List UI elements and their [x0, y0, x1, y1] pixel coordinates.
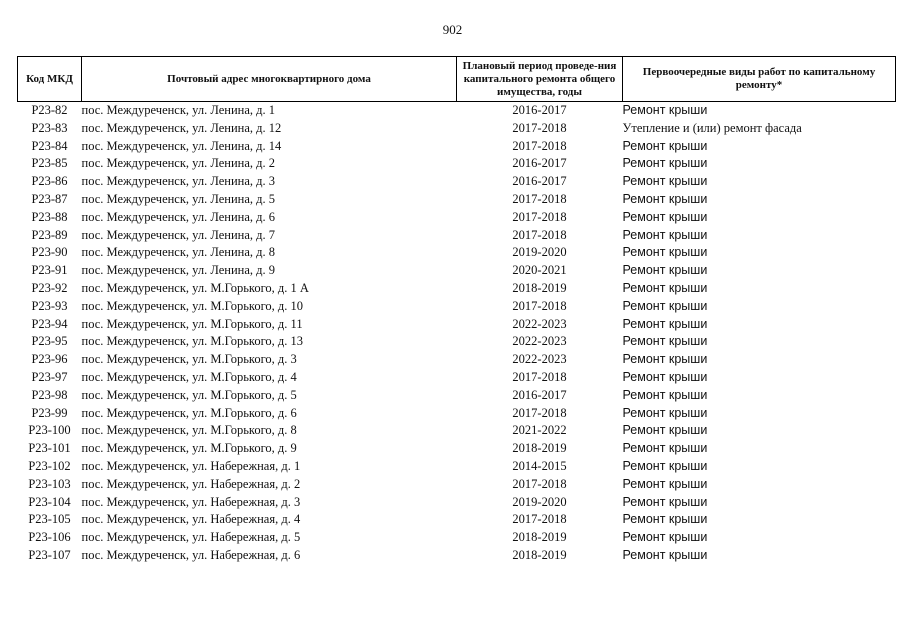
row-period: 2018-2019: [512, 280, 567, 295]
row-code: Р23-91: [31, 263, 68, 278]
row-period: 2016-2017: [512, 156, 567, 171]
table-row: [18, 102, 896, 120]
row-period: 2017-2018: [512, 191, 567, 206]
row-work: Ремонт крыши: [622, 227, 708, 242]
row-address: пос. Междуреченск, ул. М.Горького, д. 3: [81, 352, 297, 367]
capital-repair-table: [17, 56, 896, 565]
row-period: 2019-2020: [512, 494, 567, 509]
row-code: Р23-101: [28, 441, 71, 456]
table-row: [18, 422, 896, 440]
table-row: [18, 209, 896, 227]
table-row: [18, 476, 896, 494]
row-period: 2017-2018: [512, 120, 567, 135]
row-work: Ремонт крыши: [622, 476, 708, 491]
table-row: [18, 494, 896, 512]
row-work: Ремонт крыши: [622, 209, 708, 224]
row-period: 2022-2023: [512, 352, 567, 367]
row-address: пос. Междуреченск, ул. Набережная, д. 6: [81, 547, 301, 562]
row-work: Ремонт крыши: [622, 298, 708, 313]
table-row: [18, 369, 896, 387]
row-address: пос. Междуреченск, ул. М.Горького, д. 4: [81, 369, 297, 384]
row-work: Ремонт крыши: [622, 280, 708, 295]
row-period: 2018-2019: [512, 547, 567, 562]
row-work: Ремонт крыши: [622, 441, 708, 456]
row-code: Р23-106: [28, 530, 71, 545]
page-number: 902: [442, 22, 463, 37]
row-code: Р23-97: [31, 369, 68, 384]
header-period: Плановый период проведе-ния капитального ремонта общего имущества, годы: [457, 57, 623, 102]
row-address: пос. Междуреченск, ул. М.Горького, д. 13: [81, 334, 304, 349]
table-row: [18, 440, 896, 458]
table-row: [18, 173, 896, 191]
row-code: Р23-86: [31, 174, 68, 189]
row-period: 2020-2021: [512, 263, 567, 278]
row-period: 2016-2017: [512, 103, 567, 117]
header-address: Почтовый адрес многоквартирного дома: [82, 57, 457, 102]
table-row: [18, 333, 896, 351]
row-code: Р23-107: [28, 547, 71, 562]
row-work: Ремонт крыши: [622, 530, 708, 545]
row-period: 2017-2018: [512, 369, 567, 384]
table-row: [18, 244, 896, 262]
row-work: Ремонт крыши: [622, 263, 708, 278]
row-work: Ремонт крыши: [622, 334, 708, 349]
row-address: пос. Междуреченск, ул. М.Горького, д. 9: [81, 441, 297, 456]
header-work: Первоочередные виды работ по капитальному ремонту*: [623, 57, 896, 102]
row-address: пос. Междуреченск, ул. Ленина, д. 12: [81, 120, 282, 135]
table-row: [18, 298, 896, 316]
row-period: 2017-2018: [512, 512, 567, 527]
table-row: [18, 511, 896, 529]
table-row: [18, 280, 896, 298]
row-address: пос. Междуреченск, ул. М.Горького, д. 5: [81, 387, 297, 402]
row-work: Ремонт крыши: [622, 352, 708, 367]
row-code: Р23-98: [31, 387, 68, 402]
table-row: [18, 351, 896, 369]
row-work: Ремонт крыши: [622, 423, 708, 438]
row-work: Утепление и (или) ремонт фасада: [622, 120, 802, 135]
row-code: Р23-99: [31, 405, 68, 420]
row-work: Ремонт крыши: [622, 191, 708, 206]
row-period: 2017-2018: [512, 405, 567, 420]
row-code: Р23-84: [31, 138, 68, 153]
table-row: [18, 387, 896, 405]
row-period: 2018-2019: [512, 530, 567, 545]
row-work: Ремонт крыши: [622, 156, 708, 171]
row-work: Ремонт крыши: [622, 494, 708, 509]
row-work: Ремонт крыши: [622, 405, 708, 420]
row-work: Ремонт крыши: [622, 174, 708, 189]
row-period: 2017-2018: [512, 209, 567, 224]
table-row: [18, 547, 896, 565]
row-address: пос. Междуреченск, ул. Набережная, д. 4: [81, 512, 301, 527]
row-code: Р23-85: [31, 156, 68, 171]
row-period: 2017-2018: [512, 227, 567, 242]
row-work: Ремонт крыши: [622, 458, 708, 473]
row-period: 2017-2018: [512, 476, 567, 491]
table-row: [18, 138, 896, 156]
row-address: пос. Междуреченск, ул. Набережная, д. 2: [81, 476, 301, 491]
table-row: [18, 458, 896, 476]
table-row: [18, 191, 896, 209]
row-code: Р23-103: [28, 476, 71, 491]
table-row: [18, 262, 896, 280]
row-address: пос. Междуреченск, ул. Набережная, д. 3: [81, 494, 301, 509]
row-address: пос. Междуреченск, ул. М.Горького, д. 6: [81, 405, 297, 420]
row-code: Р23-93: [31, 298, 68, 313]
row-code: Р23-96: [31, 352, 68, 367]
header-code: Код МКД: [18, 57, 82, 102]
row-work: Ремонт крыши: [622, 316, 708, 331]
table-row: [18, 155, 896, 173]
row-period: 2021-2022: [512, 423, 567, 438]
row-address: пос. Междуреченск, ул. Ленина, д. 2: [81, 156, 276, 171]
table-header: [18, 57, 896, 102]
row-period: 2016-2017: [512, 387, 567, 402]
row-address: пос. Междуреченск, ул. Ленина, д. 6: [81, 209, 276, 224]
row-code: Р23-90: [31, 245, 68, 260]
row-code: Р23-102: [28, 458, 71, 473]
row-address: пос. Междуреченск, ул. Ленина, д. 1: [81, 103, 276, 117]
row-code: Р23-83: [31, 120, 68, 135]
row-address: пос. Междуреченск, ул. М.Горького, д. 1 А: [81, 280, 309, 295]
row-address: пос. Междуреченск, ул. Ленина, д. 5: [81, 191, 276, 206]
row-address: пос. Междуреченск, ул. М.Горького, д. 8: [81, 423, 297, 438]
row-code: Р23-95: [31, 334, 68, 349]
row-address: пос. Междуреченск, ул. Ленина, д. 7: [81, 227, 276, 242]
row-address: пос. Междуреченск, ул. Ленина, д. 3: [81, 174, 276, 189]
row-period: 2017-2018: [512, 298, 567, 313]
row-work: Ремонт крыши: [622, 138, 708, 153]
row-work: Ремонт крыши: [622, 387, 708, 402]
row-code: Р23-100: [28, 423, 71, 438]
row-code: Р23-104: [28, 494, 71, 509]
row-address: пос. Междуреченск, ул. М.Горького, д. 10: [81, 298, 304, 313]
row-code: Р23-105: [28, 512, 71, 527]
row-period: 2022-2023: [512, 316, 567, 331]
table-row: [18, 316, 896, 334]
row-work: Ремонт крыши: [622, 103, 708, 117]
row-period: 2018-2019: [512, 441, 567, 456]
row-address: пос. Междуреченск, ул. Ленина, д. 14: [81, 138, 282, 153]
row-code: Р23-89: [31, 227, 68, 242]
row-period: 2014-2015: [512, 458, 567, 473]
row-work: Ремонт крыши: [622, 245, 708, 260]
row-code: Р23-92: [31, 280, 68, 295]
row-address: пос. Междуреченск, ул. М.Горького, д. 11: [81, 316, 303, 331]
row-code: Р23-94: [31, 316, 68, 331]
row-work: Ремонт крыши: [622, 369, 708, 384]
row-period: 2019-2020: [512, 245, 567, 260]
table-body: [18, 102, 896, 565]
row-period: 2017-2018: [512, 138, 567, 153]
table-row: [18, 120, 896, 138]
table-row: [18, 227, 896, 245]
row-code: Р23-88: [31, 209, 68, 224]
table-row: [18, 529, 896, 547]
row-address: пос. Междуреченск, ул. Набережная, д. 5: [81, 530, 301, 545]
row-code: Р23-87: [31, 191, 68, 206]
row-work: Ремонт крыши: [622, 512, 708, 527]
row-address: пос. Междуреченск, ул. Ленина, д. 8: [81, 245, 276, 260]
row-period: 2016-2017: [512, 174, 567, 189]
row-work: Ремонт крыши: [622, 547, 708, 562]
row-code: Р23-82: [31, 103, 68, 117]
table-row: [18, 405, 896, 423]
row-address: пос. Междуреченск, ул. Ленина, д. 9: [81, 263, 276, 278]
row-address: пос. Междуреченск, ул. Набережная, д. 1: [81, 458, 301, 473]
row-period: 2022-2023: [512, 334, 567, 349]
